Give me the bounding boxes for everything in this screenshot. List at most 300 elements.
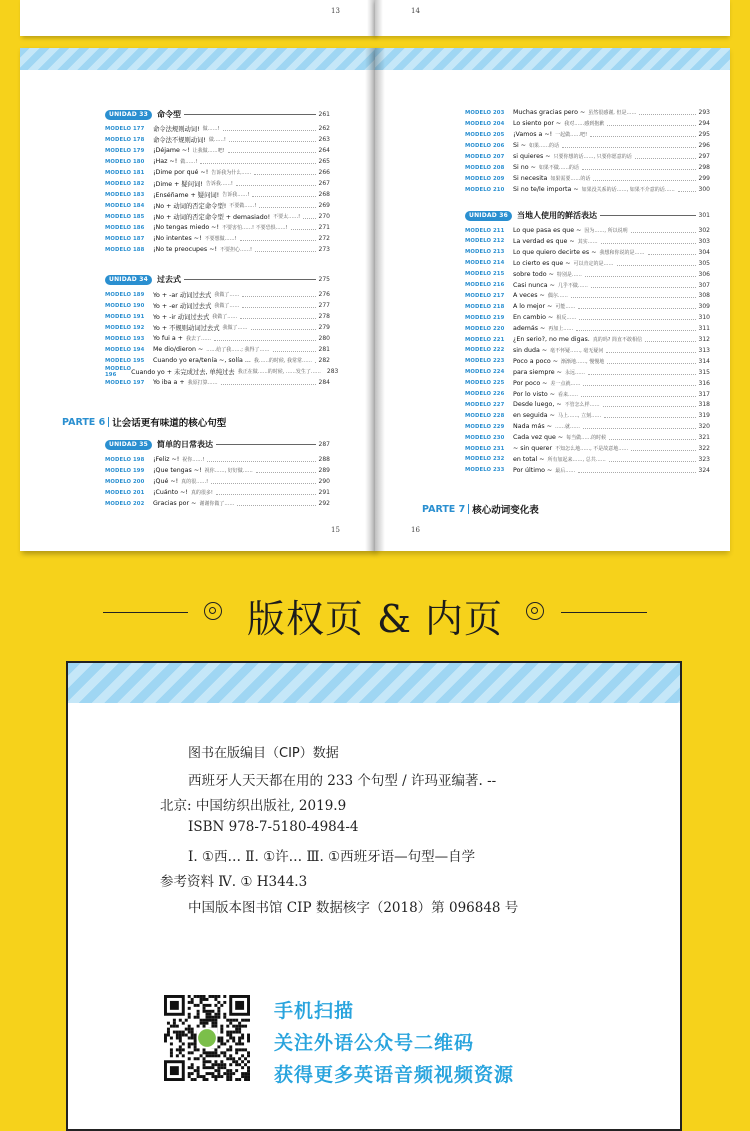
pattern-chinese: 不要害怕……! 不要恐惧……!	[221, 225, 288, 231]
pattern-chinese: 几乎不做……	[557, 282, 588, 289]
modelo-code: MODELO 212	[465, 238, 505, 245]
toc-page-number: 306	[698, 270, 710, 278]
toc-left-page	[20, 48, 375, 551]
copyright-page	[66, 661, 682, 1131]
pattern-spanish: Lo que quiero decirte es ~	[513, 248, 597, 256]
heading-rule-left	[103, 612, 188, 613]
modelo-code: MODELO 189	[105, 291, 145, 298]
modelo-code: MODELO 197	[105, 379, 145, 386]
previous-spread-strip	[20, 0, 730, 36]
pattern-spanish: 命令法不规则动词!	[153, 137, 206, 144]
modelo-code: MODELO 226	[465, 391, 505, 397]
circle-ornament-icon	[526, 602, 544, 620]
pattern-chinese: 其实……	[577, 238, 598, 245]
leader-dots	[252, 196, 315, 197]
pattern-chinese: 相反……	[556, 315, 577, 322]
modelo-code: MODELO 219	[465, 314, 505, 321]
pattern-chinese: 如果没关系的话……, 如果不介意的话……	[581, 187, 675, 193]
pattern-spanish: En cambio ~	[513, 314, 554, 322]
toc-row[interactable]	[465, 312, 710, 323]
toc-row[interactable]	[465, 465, 710, 476]
pattern-chinese: 再加上……	[548, 326, 574, 333]
pattern-chinese: 我……的时候, 我常常……	[253, 358, 313, 364]
pattern-spanish: Cuando yo era/tenía ~, solía ...	[153, 357, 251, 364]
toc-page-number: 262	[318, 125, 330, 132]
toc-page-number: 317	[698, 390, 710, 398]
pattern-chinese: 偶尔……	[547, 293, 568, 300]
toc-row[interactable]	[465, 378, 710, 389]
leader-dots	[583, 385, 695, 386]
unit-heading	[105, 109, 330, 120]
toc-page-number: 273	[318, 246, 330, 253]
pattern-spanish: 命令法规则动词!	[153, 126, 200, 133]
pattern-chinese: 告诉我……!	[222, 192, 250, 198]
pattern-chinese: 我想和你说的是……	[599, 249, 645, 256]
toc-row[interactable]	[105, 134, 330, 145]
pattern-chinese: 不要做……!	[229, 203, 257, 209]
toc-row[interactable]	[465, 236, 710, 247]
toc-page-number: 321	[698, 434, 710, 442]
leader-dots	[588, 374, 696, 375]
toc-row[interactable]	[465, 247, 710, 258]
toc-row[interactable]	[105, 156, 330, 167]
toc-row[interactable]	[105, 300, 330, 311]
unit-page-number: 287	[318, 441, 330, 448]
pattern-chinese: 我原打算……	[187, 380, 218, 386]
unit-page-number: 275	[318, 276, 330, 283]
toc-row[interactable]	[465, 389, 710, 400]
gutter-shadow	[365, 48, 385, 551]
leader-dots	[256, 472, 316, 473]
parte-label: PARTE 7	[422, 503, 466, 515]
toc-row[interactable]	[105, 233, 330, 244]
toc-row[interactable]	[105, 123, 330, 134]
modelo-code: MODELO 188	[105, 246, 145, 253]
parte-title: 让会话更有味道的核心句型	[112, 418, 227, 429]
toc-page-number: 278	[318, 313, 330, 320]
leader-dots	[223, 130, 316, 131]
pattern-chinese: 永远……	[564, 369, 585, 376]
toc-row[interactable]	[465, 334, 710, 345]
toc-page-number: 298	[698, 164, 710, 171]
pattern-chinese: 我做了……	[222, 325, 248, 331]
pattern-spanish: Lo siento por ~	[513, 120, 562, 127]
toc-row[interactable]	[105, 377, 330, 388]
leader-dots	[303, 218, 315, 219]
toc-row[interactable]	[465, 367, 710, 378]
leader-dots	[601, 243, 696, 244]
leader-line	[184, 114, 316, 115]
pattern-chinese: 谢谢你做了……	[199, 501, 235, 507]
toc-row[interactable]	[105, 476, 330, 487]
pattern-spanish: sobre todo ~	[513, 270, 554, 278]
modelo-code: MODELO 233	[465, 467, 505, 474]
leader-dots	[606, 352, 695, 353]
pattern-chinese: 我做了……	[214, 292, 240, 298]
pattern-chinese: ……给了我……; 我得了……	[206, 347, 270, 353]
page-number: 14	[411, 7, 420, 15]
toc-row[interactable]	[465, 129, 710, 140]
pattern-chinese: 我正在做……的时候, ……发生了……	[237, 369, 321, 375]
toc-row[interactable]	[105, 322, 330, 333]
toc-page-number: 266	[318, 169, 330, 176]
pattern-spanish: Me dio/dieron ~	[153, 346, 204, 353]
pattern-chinese: 如果需要……的话	[550, 176, 591, 182]
pattern-chinese: 所有加起来……, 总共……	[547, 456, 606, 463]
toc-page-number: 272	[318, 235, 330, 242]
toc-page-number: 310	[698, 314, 710, 322]
modelo-code: MODELO 216	[465, 282, 505, 288]
pattern-spanish: A lo mejor ~	[513, 303, 553, 311]
modelo-code: MODELO 220	[465, 325, 505, 332]
leader-dots	[228, 152, 316, 153]
toc-row[interactable]	[465, 454, 710, 465]
unit-heading	[465, 210, 710, 221]
modelo-code: MODELO 193	[105, 335, 145, 342]
toc-row[interactable]	[105, 244, 330, 255]
pattern-spanish: para siempre ~	[513, 368, 562, 376]
pattern-spanish: Yo + -ir 动词过去式	[153, 314, 210, 321]
cip-classification-line: 参考资料 Ⅳ. ① H344.3	[160, 874, 308, 890]
pattern-spanish: A veces ~	[513, 292, 545, 300]
left-page-strip	[20, 0, 375, 36]
toc-page-number: 297	[698, 153, 710, 160]
pattern-chinese: 只要你想的话……, 只要你愿意的话	[553, 154, 632, 160]
modelo-code: MODELO 207	[465, 153, 505, 160]
pattern-spanish: Si no ~	[513, 164, 536, 171]
pattern-chinese: 每当做……的时候	[566, 435, 607, 442]
toc-row[interactable]	[105, 365, 339, 378]
leader-dots	[216, 494, 316, 495]
toc-row[interactable]	[465, 323, 710, 334]
modelo-code: MODELO 231	[465, 445, 505, 452]
modelo-code: MODELO 213	[465, 249, 505, 256]
pattern-chinese: 差一点就……	[550, 380, 581, 387]
leader-dots	[645, 341, 696, 342]
unit-page-number: 301	[698, 212, 710, 219]
toc-page-number: 299	[698, 175, 710, 182]
pattern-spanish: ¡Enséñame + 疑问词!	[153, 192, 220, 199]
leader-dots	[607, 125, 695, 126]
toc-page-number: 303	[698, 237, 710, 245]
pattern-spanish: Cuando yo + 未完成过去, 单纯过去	[131, 369, 235, 376]
toc-page-number: 315	[698, 368, 710, 376]
pattern-spanish: ¡Feliz ~!	[153, 456, 180, 463]
toc-row[interactable]	[465, 399, 710, 410]
leader-dots	[562, 147, 696, 148]
toc-page-number: 324	[698, 466, 710, 474]
pattern-spanish: Por poco ~	[513, 379, 548, 387]
pattern-spanish: Yo + 不规则动词过去式	[153, 325, 220, 332]
heading-rule-right	[561, 612, 647, 613]
toc-row[interactable]	[105, 145, 330, 156]
leader-dots	[200, 163, 315, 164]
modelo-code: MODELO 194	[105, 346, 145, 353]
toc-row[interactable]	[105, 222, 330, 233]
toc-page-number: 300	[698, 186, 710, 193]
unit-tag: UNIDAD 34	[105, 275, 152, 285]
toc-row[interactable]	[105, 454, 330, 465]
leader-dots	[236, 185, 316, 186]
toc-row[interactable]	[465, 432, 710, 443]
pattern-spanish: sin duda ~	[513, 346, 548, 354]
pattern-chinese: 真的很……!	[181, 479, 209, 485]
modelo-code: MODELO 224	[465, 369, 505, 376]
leader-dots	[639, 114, 695, 115]
toc-page-number: 263	[318, 136, 330, 143]
toc-page-number: 280	[318, 335, 330, 342]
modelo-code: MODELO 211	[465, 227, 505, 234]
modelo-code: MODELO 209	[465, 175, 505, 182]
parte-label: PARTE 6	[62, 416, 106, 428]
toc-row[interactable]	[465, 107, 710, 118]
pattern-chinese: 不要担心……!	[220, 247, 253, 253]
toc-row[interactable]	[105, 211, 330, 222]
modelo-code: MODELO 217	[465, 292, 505, 299]
modelo-code: MODELO 218	[465, 303, 505, 310]
modelo-code: MODELO 210	[465, 186, 505, 193]
leader-dots	[214, 340, 316, 341]
modelo-code: MODELO 183	[105, 191, 145, 198]
unit-title: 命令型	[156, 110, 181, 119]
toc-page-number: 288	[318, 456, 330, 463]
toc-row[interactable]	[105, 189, 330, 200]
qr-caption: 关注外语公众号二维码	[274, 1032, 475, 1054]
pattern-chinese: 做……!	[208, 137, 226, 143]
toc-page-number: 279	[318, 324, 330, 331]
toc-row[interactable]	[105, 333, 330, 344]
toc-row[interactable]	[105, 200, 330, 211]
toc-row[interactable]	[465, 280, 710, 291]
pattern-spanish: Si no te/le importa ~	[513, 186, 579, 193]
leader-dots	[590, 136, 695, 137]
toc-right-page	[375, 48, 730, 551]
leader-dots	[571, 297, 696, 298]
pattern-spanish: Por lo visto ~	[513, 390, 555, 398]
qr-caption: 手机扫描	[274, 1000, 355, 1022]
page-number: 15	[331, 526, 340, 534]
leader-dots	[242, 296, 315, 297]
toc-row[interactable]	[105, 487, 330, 498]
pattern-chinese: 特别是……	[556, 271, 582, 278]
modelo-code: MODELO 200	[105, 478, 145, 485]
modelo-code: MODELO 186	[105, 224, 145, 231]
leader-dots	[221, 384, 316, 385]
leader-dots	[585, 276, 696, 277]
toc-page-number: 269	[318, 202, 330, 209]
toc-page-number: 302	[698, 227, 710, 234]
toc-row[interactable]	[465, 258, 710, 269]
unit-heading	[105, 439, 330, 450]
leader-dots	[273, 351, 316, 352]
modelo-code: MODELO 215	[465, 271, 505, 278]
modelo-code: MODELO 214	[465, 260, 505, 267]
modelo-code: MODELO 205	[465, 131, 505, 138]
leader-dots	[603, 406, 696, 407]
modelo-code: MODELO 185	[105, 213, 145, 220]
toc-row[interactable]	[465, 118, 710, 129]
toc-page-number: 265	[318, 158, 330, 165]
pattern-chinese: 做……!	[180, 159, 198, 165]
toc-page-number: 294	[698, 120, 710, 127]
pattern-spanish: La verdad es que ~	[513, 237, 575, 245]
pattern-spanish: Cada vez que ~	[513, 434, 564, 442]
leader-line	[216, 444, 316, 445]
toc-page-number: 290	[318, 478, 330, 485]
toc-page-number: 314	[698, 357, 710, 365]
leader-dots	[259, 207, 315, 208]
pattern-spanish: ~ sin querer	[513, 445, 553, 452]
leader-dots	[291, 229, 316, 230]
leader-dots	[240, 240, 316, 241]
modelo-code: MODELO 206	[465, 142, 505, 149]
leader-dots	[579, 319, 695, 320]
pattern-chinese: 虽然很感谢, 但是……	[588, 110, 637, 116]
toc-row[interactable]	[465, 421, 710, 432]
pattern-chinese: 真的很多!	[190, 490, 213, 496]
toc-row[interactable]	[465, 356, 710, 367]
unit-page-number: 261	[318, 111, 330, 118]
modelo-code: MODELO 223	[465, 358, 505, 365]
pattern-chinese: ……就……	[554, 424, 580, 431]
pattern-spanish: si quieres ~	[513, 153, 551, 160]
modelo-code: MODELO 228	[465, 412, 505, 419]
toc-row[interactable]	[105, 355, 330, 366]
pattern-spanish: Gracias por ~	[153, 500, 197, 507]
toc-row[interactable]	[105, 178, 330, 189]
leader-dots	[648, 254, 696, 255]
toc-page-number: 318	[698, 401, 710, 409]
page-number: 16	[411, 526, 420, 534]
leader-dots	[315, 362, 316, 363]
leader-dots	[604, 417, 695, 418]
parte-title: 核心动词变化表	[472, 505, 539, 516]
pattern-spanish: en total ~	[513, 455, 545, 463]
page-stripe-banner	[375, 48, 730, 70]
toc-row[interactable]	[465, 225, 710, 236]
leader-dots	[583, 428, 696, 429]
pattern-chinese: 我做了……	[214, 303, 240, 309]
toc-row[interactable]	[105, 289, 330, 300]
pattern-chinese: 可能……	[555, 304, 576, 311]
leader-dots	[576, 330, 695, 331]
toc-row[interactable]	[105, 465, 330, 476]
toc-row[interactable]	[105, 498, 330, 509]
pattern-chinese: 如果不做……的话	[538, 165, 579, 171]
modelo-code: MODELO 202	[105, 500, 145, 507]
cip-publisher-line: 北京: 中国纺织出版社, 2019.9	[160, 798, 347, 814]
toc-page-number: 283	[326, 368, 339, 375]
page-number: 13	[331, 7, 340, 15]
modelo-code: MODELO 182	[105, 180, 145, 187]
leader-dots	[211, 483, 315, 484]
pattern-spanish: ¡Dime + 疑问词!	[153, 181, 203, 188]
modelo-code: MODELO 192	[105, 324, 145, 331]
toc-page-number: 282	[318, 357, 330, 364]
cip-classification-line: Ⅰ. ①西… Ⅱ. ①许… Ⅲ. ①西班牙语—句型—自学	[188, 849, 476, 865]
pattern-spanish: Poco a poco ~	[513, 357, 559, 365]
toc-row[interactable]	[465, 151, 710, 162]
toc-row[interactable]	[465, 301, 710, 312]
leader-dots	[578, 308, 695, 309]
pattern-chinese: 告诉我为什么……	[211, 170, 252, 176]
toc-row[interactable]	[465, 410, 710, 421]
pattern-spanish: Yo fui a +	[153, 335, 183, 342]
modelo-code: MODELO 187	[105, 235, 145, 242]
toc-row[interactable]	[465, 345, 710, 356]
cip-isbn-line: ISBN 978-7-5180-4984-4	[188, 819, 359, 835]
pattern-spanish: en seguida ~	[513, 412, 555, 420]
modelo-code: MODELO 230	[465, 434, 505, 441]
toc-page-number: 308	[698, 292, 710, 300]
leader-dots	[635, 158, 696, 159]
pattern-spanish: Muchas gracias pero ~	[513, 109, 586, 116]
leader-dots	[242, 307, 315, 308]
pattern-spanish: ¡Que tengas ~!	[153, 467, 202, 474]
toc-row[interactable]	[465, 269, 710, 280]
leader-dots	[593, 180, 695, 181]
cip-record-line: 中国版本图书馆 CIP 数据核字（2018）第 096848 号	[188, 900, 519, 916]
modelo-code: MODELO 179	[105, 147, 145, 154]
toc-page-number: 311	[698, 325, 710, 333]
pattern-chinese: 做……!	[202, 126, 220, 132]
pattern-spanish: Si necesita	[513, 175, 548, 182]
pattern-spanish: Yo + -ar 动词过去式	[153, 292, 212, 299]
toc-page-number: 281	[318, 346, 330, 353]
toc-row[interactable]	[465, 140, 710, 151]
toc-row[interactable]	[465, 173, 710, 184]
toc-page-number: 276	[318, 291, 330, 298]
pattern-chinese: 渐渐地……, 慢慢地	[561, 358, 605, 365]
modelo-code: MODELO 180	[105, 158, 145, 165]
toc-row[interactable]	[105, 167, 330, 178]
toc-page-number: 304	[698, 248, 710, 256]
toc-page-number: 291	[318, 489, 330, 496]
section-title: 版权页 & 内页	[247, 597, 503, 641]
modelo-code: MODELO 184	[105, 202, 145, 209]
modelo-code: MODELO 190	[105, 302, 145, 309]
toc-row[interactable]	[105, 311, 330, 322]
unit-tag: UNIDAD 33	[105, 110, 152, 120]
toc-row[interactable]	[465, 290, 710, 301]
pattern-spanish: ¡No te preocupes ~!	[153, 246, 218, 253]
pattern-spanish: ¡Déjame ~!	[153, 147, 190, 154]
right-page-strip	[375, 0, 730, 36]
toc-row[interactable]	[465, 443, 710, 454]
qr-caption: 获得更多英语音频视频资源	[274, 1064, 515, 1086]
leader-dots	[255, 251, 316, 252]
pattern-spanish: Si ~	[513, 142, 527, 149]
circle-ornament-icon	[204, 602, 222, 620]
modelo-code: MODELO 222	[465, 347, 505, 354]
toc-row[interactable]	[465, 162, 710, 173]
leader-dots	[617, 265, 696, 266]
toc-page-number: 305	[698, 259, 710, 267]
toc-row[interactable]	[105, 344, 330, 355]
toc-row[interactable]	[465, 184, 710, 195]
pattern-chinese: 祝你……, 好好做……	[204, 468, 253, 474]
toc-page-number: 268	[318, 191, 330, 198]
pattern-spanish: ¡No intentes ~!	[153, 235, 202, 242]
pattern-spanish: Desde luego, ~	[513, 401, 562, 409]
page-stripe-banner	[68, 663, 680, 703]
parte-heading	[62, 415, 226, 429]
modelo-code: MODELO 227	[465, 401, 505, 408]
pattern-chinese: 如果……的话	[529, 143, 560, 149]
pattern-spanish: Yo + -er 动词过去式	[153, 303, 212, 310]
pattern-spanish: ¡Qué ~!	[153, 478, 179, 485]
leader-dots	[631, 450, 695, 451]
